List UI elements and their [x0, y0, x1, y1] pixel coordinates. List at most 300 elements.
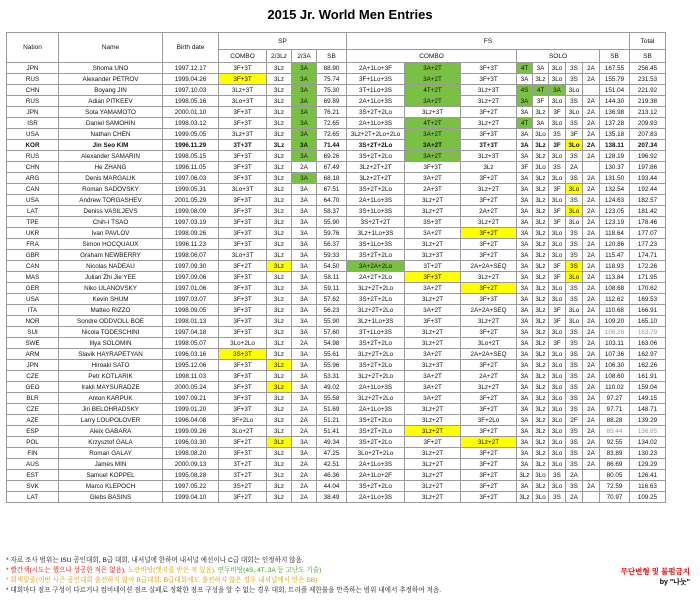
table-cell: 2A [583, 305, 600, 316]
table-cell: 68.18 [317, 173, 347, 184]
table-cell: 123.19 [600, 217, 630, 228]
table-cell: 51.69 [317, 404, 347, 415]
table-cell: 3Lo [566, 206, 583, 217]
table-cell: 80.05 [600, 470, 630, 481]
table-cell: CHN [7, 85, 59, 96]
table-cell: 2A+2T+2Lo [347, 272, 405, 283]
table-cell: 1998.09.26 [163, 228, 219, 239]
table-cell: 3F+3T [219, 393, 267, 404]
table-cell: 2A [583, 294, 600, 305]
table-cell: RUS [7, 74, 59, 85]
table-cell: 3S [566, 173, 583, 184]
table-cell: 3F+2T [461, 492, 517, 503]
table-cell: 1997.10.03 [163, 85, 219, 96]
table-cell: 1999.04.26 [163, 74, 219, 85]
table-cell: 3Lz+2T [405, 426, 461, 437]
table-cell: 3Lz [533, 338, 549, 349]
table-cell: 3A [292, 305, 317, 316]
table-cell: 109.20 [600, 316, 630, 327]
table-cell: 64.70 [317, 195, 347, 206]
table-cell: EST [7, 470, 59, 481]
table-cell: 3Lz+3T [405, 250, 461, 261]
table-cell: 3F+3T [461, 74, 517, 85]
table-cell: 1999.09.26 [163, 426, 219, 437]
table-cell: 2A [292, 162, 317, 173]
table-cell: 3T+1Lo+3S [347, 85, 405, 96]
table-cell: 2A+1Lo+3S [347, 118, 405, 129]
table-cell: 3F+3T [461, 294, 517, 305]
table-cell: 113.84 [600, 272, 630, 283]
table-cell: 1999.01.20 [163, 404, 219, 415]
table-cell: Hiroaki SATO [59, 360, 163, 371]
table-row [7, 129, 666, 140]
table-cell: 3A [517, 349, 533, 360]
table-cell: 1999.05.05 [163, 129, 219, 140]
table-cell: 3Lz+2T+2T [347, 162, 405, 173]
table-row [7, 426, 666, 437]
table-cell: 59.33 [317, 250, 347, 261]
table-cell: 2A [583, 140, 600, 151]
table-cell: 3Lz [533, 239, 549, 250]
table-cell: 3Lz [533, 305, 549, 316]
table-cell: UKR [7, 228, 59, 239]
table-cell: 55.61 [317, 349, 347, 360]
table-cell: 2A [583, 118, 600, 129]
table-cell: 3A [292, 261, 317, 272]
table-cell: 3Lo [566, 305, 583, 316]
col-total: Total [630, 33, 666, 50]
table-row [7, 96, 666, 107]
table-cell: 3A+2T [405, 63, 461, 74]
table-cell: BLR [7, 393, 59, 404]
table-cell: 106.28 [600, 327, 630, 338]
table-cell: 3F+2T [461, 459, 517, 470]
table-row [7, 360, 666, 371]
table-cell: 3T+2T [405, 261, 461, 272]
table-cell: 3Lz+2T+2Lo [347, 305, 405, 316]
table-cell: 3Lz [267, 294, 292, 305]
table-cell: 3S+2T+2Lo [347, 140, 405, 151]
table-cell: 2A+3T [405, 184, 461, 195]
table-cell: 3Lz [533, 184, 549, 195]
table-cell: 3A [292, 272, 317, 283]
table-cell: 3Lz [267, 118, 292, 129]
table-cell: 3Lz [267, 426, 292, 437]
table-cell: 3Lo [549, 371, 566, 382]
table-cell: 3T+1Lo+3S [347, 327, 405, 338]
table-cell: 2A [566, 162, 583, 173]
table-cell: 1999.08.09 [163, 206, 219, 217]
table-cell: 2A [583, 151, 600, 162]
table-cell: 2A [583, 360, 600, 371]
table-cell: Aleix GABARA [59, 426, 163, 437]
table-cell: 2A [583, 206, 600, 217]
table-cell: 3A [517, 217, 533, 228]
table-cell: 2A [583, 426, 600, 437]
table-cell: 3Lo [549, 415, 566, 426]
watermark-line2: by "나눗" [659, 579, 690, 586]
table-cell: 3Lz [267, 140, 292, 151]
table-cell: 4T+2T [405, 85, 461, 96]
table-cell: 3F+3T [219, 283, 267, 294]
table-cell: 3Lz [533, 349, 549, 360]
table-cell: 3S+2T+2Lo [347, 426, 405, 437]
table-cell: 2A+1Lo+3S [347, 459, 405, 470]
table-cell: 2000.05.24 [163, 382, 219, 393]
table-cell: 3F+3T [461, 129, 517, 140]
table-cell: 3A+2A+2Lo [347, 261, 405, 272]
table-cell: 58.11 [317, 272, 347, 283]
table-cell: 3A [517, 393, 533, 404]
table-cell: 88.90 [317, 63, 347, 74]
table-cell: 3Lz [533, 371, 549, 382]
table-cell: 97.71 [600, 404, 630, 415]
table-cell: 3Lz [533, 481, 549, 492]
table-cell: 3Lz [267, 151, 292, 162]
table-cell: 124.63 [600, 195, 630, 206]
table-cell: 3F+3T [219, 239, 267, 250]
table-cell: 3S [566, 228, 583, 239]
table-cell: 3S [566, 63, 583, 74]
table-cell: 3A [517, 316, 533, 327]
table-cell: ITA [7, 305, 59, 316]
table-cell: 3F+2T [461, 470, 517, 481]
table-cell: 3Lz [533, 283, 549, 294]
table-cell: 3Lz [267, 349, 292, 360]
table-cell: 3F+3T [219, 360, 267, 371]
table-cell: SWE [7, 338, 59, 349]
table-cell: 46.36 [317, 470, 347, 481]
table-cell: Julian Zhi Jie YEE [59, 272, 163, 283]
table-cell: 2A [583, 195, 600, 206]
table-cell: 3A [292, 382, 317, 393]
table-cell: USA [7, 195, 59, 206]
table-cell: 3Lz+2T+2Lo [347, 349, 405, 360]
table-cell: 2A+1Lo+3S [347, 382, 405, 393]
table-cell: 3S [549, 162, 566, 173]
table-cell: Krzysztof GALA [59, 437, 163, 448]
col-birth: Birth date [163, 33, 219, 63]
table-cell: 3S [566, 283, 583, 294]
table-cell: 3Lz [267, 195, 292, 206]
table-cell: 3Lz+2T [405, 415, 461, 426]
table-cell: Nicolas NADEAU [59, 261, 163, 272]
table-cell: 1999.04.10 [163, 492, 219, 503]
table-cell: 3Lz [533, 250, 549, 261]
table-cell: 3F+2T [461, 404, 517, 415]
table-row [7, 85, 666, 96]
table-cell: 3Lz+3T [461, 85, 517, 96]
table-cell: 3S [549, 470, 566, 481]
table-cell: 3Lz [267, 283, 292, 294]
table-cell: 3Lz+2T [405, 206, 461, 217]
table-cell: POL [7, 437, 59, 448]
table-cell: 59.11 [317, 283, 347, 294]
table-cell: 3Lz+1Lo+3S [347, 316, 405, 327]
table-cell: 3Lo [549, 393, 566, 404]
table-cell: 58.37 [317, 206, 347, 217]
table-cell: 3F+3T [405, 272, 461, 283]
table-cell: 3S+1Lo+3S [347, 239, 405, 250]
table-cell: 2A [583, 63, 600, 74]
table-cell: 56.37 [317, 239, 347, 250]
table-cell: 3S [566, 151, 583, 162]
table-cell: 161.91 [630, 371, 666, 382]
table-cell: 3A [292, 151, 317, 162]
table-cell-empty [583, 85, 600, 96]
table-cell: 3Lo+2Lo [219, 338, 267, 349]
table-cell: 4T [533, 85, 549, 96]
table-cell: 3Lo [549, 118, 566, 129]
table-cell: 49.34 [317, 437, 347, 448]
table-cell: 3T+2T [219, 470, 267, 481]
table-cell: 155.79 [600, 74, 630, 85]
table-cell: 118.64 [600, 228, 630, 239]
table-cell: 3F+2T [461, 426, 517, 437]
table-cell: GEO [7, 382, 59, 393]
table-cell: 3S [566, 96, 583, 107]
table-cell: 3Lz [267, 239, 292, 250]
table-cell: 3F+3T [405, 162, 461, 173]
table-cell: 3Lz+3T [405, 360, 461, 371]
table-cell: 3A+2T [405, 283, 461, 294]
table-cell: 1998.06.07 [163, 250, 219, 261]
table-cell: 3Lo [549, 74, 566, 85]
table-cell: 1997.09.06 [163, 272, 219, 283]
table-row [7, 382, 666, 393]
table-row [7, 228, 666, 239]
table-cell: 1995.12.06 [163, 360, 219, 371]
table-cell: 47.25 [317, 448, 347, 459]
table-cell: 213.12 [630, 107, 666, 118]
col-sp-a: 2/3A [292, 50, 317, 63]
table-cell: 3S [566, 437, 583, 448]
table-row [7, 283, 666, 294]
table-cell: 3F+2T [461, 173, 517, 184]
table-cell: 3Lz [267, 85, 292, 96]
table-cell: 4T [517, 63, 533, 74]
table-cell: 170.62 [630, 283, 666, 294]
table-cell: 3A [517, 338, 533, 349]
table-cell: 3F+1Lo+3S [347, 74, 405, 85]
table-cell: 3S [566, 448, 583, 459]
table-cell: Sota YAMAMOTO [59, 107, 163, 118]
table-cell: 3A [517, 404, 533, 415]
table-cell: 219.38 [630, 96, 666, 107]
table-cell: 3A [517, 184, 533, 195]
table-cell: 2A [292, 492, 317, 503]
table-row [7, 107, 666, 118]
table-cell: 3Lz+2T [461, 316, 517, 327]
table-cell: 197.86 [630, 162, 666, 173]
table-cell: 3Lz+3T [405, 107, 461, 118]
table-cell: 3Lo [549, 327, 566, 338]
table-row [7, 184, 666, 195]
table-cell: 3F [549, 272, 566, 283]
table-cell: 56.23 [317, 305, 347, 316]
table-cell: 3Lo+2T+2Lo [347, 448, 405, 459]
table-cell: 3Lo+2T [219, 426, 267, 437]
table-cell: 3Lz [533, 448, 549, 459]
table-cell: 3Lz [267, 250, 292, 261]
table-cell: 2A [583, 349, 600, 360]
table-cell: 2A [583, 217, 600, 228]
table-cell: 2A [292, 459, 317, 470]
table-cell: 3Lz+2T [405, 338, 461, 349]
table-cell: 3A [517, 173, 533, 184]
table-cell: 171.95 [630, 272, 666, 283]
table-cell: 3Lz [533, 151, 549, 162]
table-cell: 3Lz+2T+2Lo [347, 393, 405, 404]
table-cell: 3F+2T [405, 437, 461, 448]
table-cell: CZE [7, 371, 59, 382]
table-cell: 3S [566, 360, 583, 371]
table-cell: 57.60 [317, 327, 347, 338]
table-cell: 3F+2T [461, 239, 517, 250]
table-cell: AZE [7, 415, 59, 426]
table-cell: 3S [549, 492, 566, 503]
table-cell: 3Lz+2T [461, 184, 517, 195]
table-cell: Ivan PAVLOV [59, 228, 163, 239]
table-cell: 3A [517, 250, 533, 261]
table-cell: 3S [566, 294, 583, 305]
table-cell: 3A [517, 481, 533, 492]
table-cell: 55.90 [317, 316, 347, 327]
table-cell: 3F+3T [219, 63, 267, 74]
table-cell: Nicola TODESCHINI [59, 327, 163, 338]
table-cell: Graham NEWBERRY [59, 250, 163, 261]
table-cell: Andrew TORGASHEV [59, 195, 163, 206]
table-cell: 134.02 [630, 437, 666, 448]
table-cell: 3A [292, 140, 317, 151]
table-cell: 3Lz [267, 382, 292, 393]
table-row [7, 239, 666, 250]
table-cell: Irakli MAYSURADZE [59, 382, 163, 393]
table-cell: 2A [583, 239, 600, 250]
table-cell: 3Lz+2T [461, 272, 517, 283]
table-cell: 3A+2T [405, 173, 461, 184]
table-cell: 83.89 [600, 448, 630, 459]
table-cell: 2A+1Lo+3S [347, 96, 405, 107]
table-cell: Kevin SHUM [59, 294, 163, 305]
table-cell: 3Lz [267, 338, 292, 349]
table-cell: 109.25 [630, 492, 666, 503]
table-cell: 3S [566, 261, 583, 272]
table-cell: 3A [292, 371, 317, 382]
table-cell: 3Lz [267, 305, 292, 316]
table-cell: Chih-I TSAO [59, 217, 163, 228]
table-cell: 3Lz+2T [461, 118, 517, 129]
table-cell: 2A [583, 250, 600, 261]
table-cell: 3A+2T [405, 349, 461, 360]
table-cell: 70.97 [600, 492, 630, 503]
table-cell: 3Lz+3T [461, 151, 517, 162]
table-row [7, 492, 666, 503]
table-cell: 3S+2T+2T [347, 217, 405, 228]
table-cell: 126.41 [630, 470, 666, 481]
table-cell: 3A [517, 140, 533, 151]
table-row [7, 316, 666, 327]
table-cell: 3A [517, 437, 533, 448]
table-cell: 3Lz [461, 162, 517, 173]
table-cell: 3Lz+3T [219, 85, 267, 96]
table-cell: 3A [517, 195, 533, 206]
table-cell: 88.28 [600, 415, 630, 426]
watermark [621, 566, 690, 587]
table-cell: 1998.01.13 [163, 316, 219, 327]
table-cell: 3S+2T+2Lo [347, 151, 405, 162]
table-cell: 3F [549, 206, 566, 217]
table-cell: 3F+3T [219, 151, 267, 162]
table-cell: 3Lz [533, 316, 549, 327]
table-cell: 165.10 [630, 316, 666, 327]
table-cell: 3S [566, 250, 583, 261]
table-cell: 2A [292, 426, 317, 437]
table-cell: 3Lo [549, 96, 566, 107]
table-cell: SUI [7, 327, 59, 338]
table-cell: Deniss VASILJEVS [59, 206, 163, 217]
table-cell: 3A [292, 327, 317, 338]
table-cell: 3Lz+2T+2Lo [347, 283, 405, 294]
table-cell: LAT [7, 206, 59, 217]
table-cell: 3A+2T [405, 393, 461, 404]
table-cell: 3A [517, 426, 533, 437]
table-cell: 3Lz [517, 470, 533, 481]
table-cell: 3Lz+2T [405, 492, 461, 503]
table-cell: 3Lz [533, 195, 549, 206]
table-cell: James MIN [59, 459, 163, 470]
table-cell: 231.53 [630, 74, 666, 85]
table-cell: 3A+2T [405, 305, 461, 316]
table-cell: 3A [292, 173, 317, 184]
table-cell: 3Lz [267, 404, 292, 415]
table-cell: 3A+2T [405, 74, 461, 85]
table-cell: 57.62 [317, 294, 347, 305]
table-cell: 3Lz+2T [405, 195, 461, 206]
table-cell: 3A [292, 63, 317, 74]
table-cell: 1997.12.17 [163, 63, 219, 74]
table-cell: 3Lz [267, 393, 292, 404]
table-row [7, 371, 666, 382]
table-cell: 2A [292, 404, 317, 415]
table-cell: 3S+2T+2Lo [347, 294, 405, 305]
table-row [7, 349, 666, 360]
table-cell: 2A+2A+SEQ [461, 261, 517, 272]
table-row [7, 173, 666, 184]
col-sp-combo: COMBO [219, 50, 267, 63]
table-cell: 3Lz [517, 492, 533, 503]
table-cell: 1996.04.08 [163, 415, 219, 426]
table-cell: 3Lz+2T [461, 437, 517, 448]
table-cell: 3S [566, 393, 583, 404]
table-cell: 3Lz [533, 272, 549, 283]
table-cell: 2A+2T [461, 371, 517, 382]
table-row [7, 437, 666, 448]
table-cell: 3Lz [533, 261, 549, 272]
table-cell: 3F [549, 107, 566, 118]
table-cell: 2F [566, 415, 583, 426]
table-cell: 4T+2T [405, 118, 461, 129]
table-cell: 3Lz+2T [461, 96, 517, 107]
table-cell: 3S+1Lo+3S [347, 206, 405, 217]
table-cell: 1996.11.05 [163, 162, 219, 173]
table-cell: 3Lz [267, 316, 292, 327]
table-cell: 3A [517, 74, 533, 85]
table-cell: 3Lz [533, 437, 549, 448]
table-cell: 3Lo [549, 404, 566, 415]
table-cell: 3Lo [549, 426, 566, 437]
table-cell-empty [583, 470, 600, 481]
